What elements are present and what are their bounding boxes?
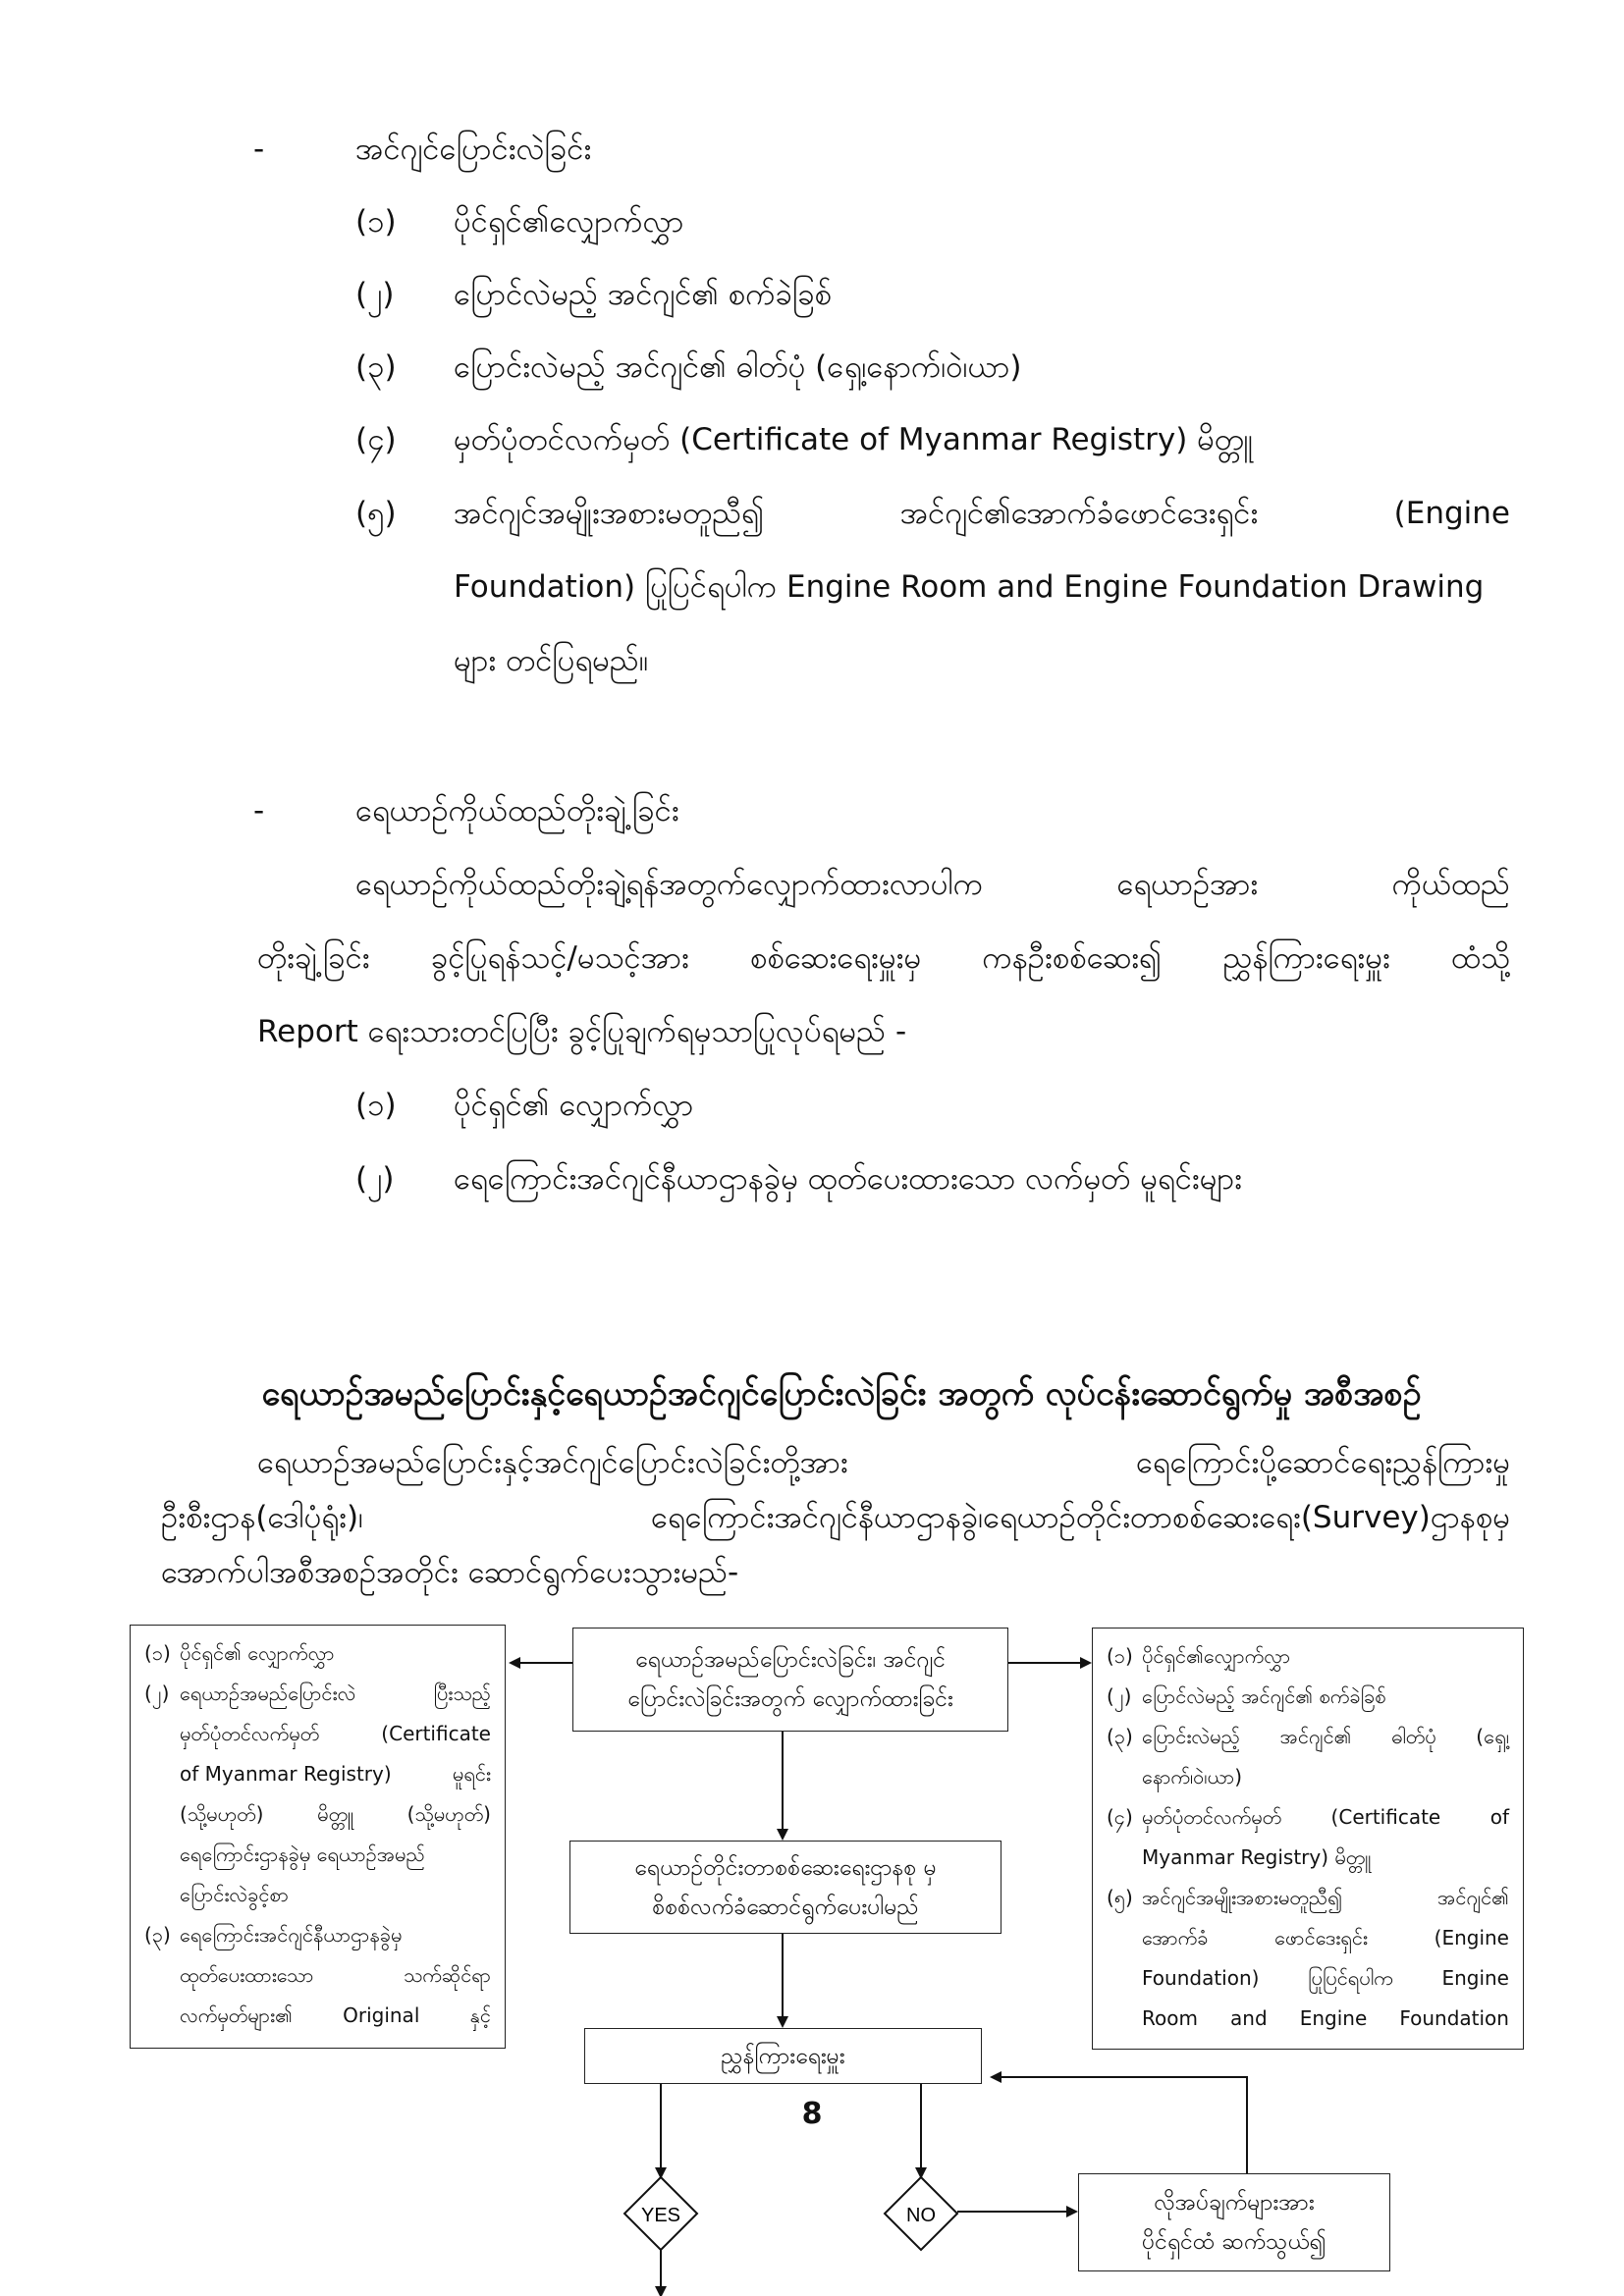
- paragraph-line: တိုးချဲ့ခြင်း ခွင့်ပြုရန်သင့်/မသင့်အား စစ်ဆေးရေးမှူးမှ ကနဦးစစ်ဆေး၍ ညွှန်ကြားရေးမှူး ထံသို့: [257, 940, 1510, 976]
- text-segment: မှတ်ပုံတင်လက်မှတ်: [1142, 1805, 1282, 1829]
- list-line: [1142, 1717, 1509, 1757]
- list-item: မှတ်ပုံတင်လက်မှတ် (Certificate of Myanmar Registry) မိတ္တူ: [454, 422, 1254, 457]
- text-segment: (သို့မဟုတ်): [406, 1802, 491, 1826]
- paragraph-line: Report ရေးသားတင်ပြပြီး ခွင့်ပြုချက်ရမှသာပြုလုပ်ရမည် -: [257, 1014, 907, 1049]
- list-line: ပြောင်းလဲခွင့်စာ: [180, 1883, 289, 1906]
- text-segment: (Certificate: [1330, 1805, 1441, 1829]
- text-segment: Foundation): [1142, 1966, 1260, 1990]
- bullet-dash: -: [253, 793, 265, 828]
- list-item: ရေကြောင်းအင်ဂျင်နီယာဌာနခွဲမှ ထုတ်ပေးထားသော လက်မှတ် မူရင်းများ: [454, 1161, 1243, 1197]
- list-number: (၅): [355, 496, 397, 531]
- list-line: [144, 1996, 491, 2036]
- text-segment: အင်ဂျင်အမျိုးအစားမတူညီ၍: [454, 496, 765, 531]
- list-line: [144, 1714, 491, 1754]
- application-box: [572, 1628, 1008, 1732]
- text-segment: လက်မှတ်များ၏: [180, 2003, 293, 2027]
- list-item-line: Foundation) ပြုပြင်ရပါက Engine Room and Engine Foundation Drawing: [454, 569, 1485, 605]
- text-segment: ထုတ်ပေးထားသော: [180, 1963, 314, 1987]
- list-line: [1107, 1999, 1509, 2039]
- list-item: [1107, 1797, 1509, 1838]
- box-line: ညွှန်ကြားရေးမှူး: [721, 2043, 845, 2069]
- paragraph-line: ရေယာဉ်အမည်ပြောင်းနှင့်အင်ဂျင်ပြောင်းလဲခြင်းတို့အား ရေကြောင်းပို့ဆောင်ရေးညွှန်ကြားမှု: [257, 1445, 1510, 1480]
- list-number: (၁): [355, 204, 397, 240]
- box-line: ပိုင်ရှင်ထံ ဆက်သွယ်၍: [1142, 2229, 1326, 2255]
- list-line: [144, 1794, 491, 1835]
- box-line: ရေယာဉ်အမည်ပြောင်းလဲခြင်း၊ အင်ဂျင်: [634, 1647, 946, 1673]
- arrow-notify-to-director: [992, 2077, 1247, 2173]
- list-text: ရေကြောင်းအင်ဂျင်နီယာဌာနခွဲမှ: [180, 1923, 403, 1947]
- bullet-dash: -: [253, 132, 265, 167]
- text-segment: ပြောင်းလဲမည့်: [1142, 1725, 1240, 1748]
- list-item: ပြောင်းလဲမည့် အင်ဂျင်၏ ဓါတ်ပုံ (ရှေ့၊နောက်၊ဝဲ၊ယာ): [454, 349, 1022, 385]
- list-number: (၁): [1107, 1644, 1133, 1668]
- section-title-procedure: ရေယာဉ်အမည်ပြောင်းနှင့်ရေယာဉ်အင်ဂျင်ပြောင်းလဲခြင်း အတွက် လုပ်ငန်းဆောင်ရွက်မှု အစီအစဉ်: [261, 1374, 1422, 1414]
- list-number: (၂): [1107, 1684, 1132, 1708]
- list-text: ပြောင်လဲမည့် အင်ဂျင်၏ စက်ခဲခြစ်: [1142, 1684, 1386, 1708]
- list-number: (၁): [144, 1641, 171, 1665]
- list-item: [144, 1633, 491, 1674]
- list-line: [144, 1955, 491, 1996]
- text-segment: Engine: [1299, 2006, 1368, 2030]
- text-segment: ရေယာဉ်အမည်ပြောင်းလဲ: [180, 1682, 356, 1705]
- list-number: (၄): [355, 422, 397, 457]
- list-text: ပိုင်ရှင်၏လျှောက်လွှာ: [1142, 1644, 1291, 1668]
- text-segment: (ရှေ့၊: [1476, 1725, 1509, 1748]
- list-number: (၅): [1107, 1886, 1133, 1909]
- list-line: [1107, 1918, 1509, 1958]
- text-segment: မှတ်ပုံတင်လက်မှတ်: [180, 1722, 320, 1745]
- list-number: (၂): [355, 1161, 395, 1197]
- text-segment: အောက်ခံ: [1142, 1926, 1209, 1949]
- text-segment: (Engine: [1393, 496, 1510, 531]
- text-segment: ပြီးသည့်: [433, 1682, 491, 1705]
- text-segment: of Myanmar Registry): [180, 1762, 392, 1786]
- text-segment: (Engine: [1434, 1926, 1509, 1949]
- text-segment: of: [1489, 1805, 1509, 1829]
- text-segment: မူရင်း: [452, 1762, 491, 1786]
- list-text: ပိုင်ရှင်၏ လျှောက်လွှာ: [180, 1641, 335, 1665]
- left-requirements-box: [130, 1625, 506, 2049]
- text-segment: Room: [1142, 2006, 1198, 2030]
- list-line: Myanmar Registry) မိတ္တူ: [1142, 1845, 1372, 1869]
- list-number: (၃): [144, 1923, 171, 1947]
- list-item: ပိုင်ရှင်၏လျှောက်လွှာ: [454, 204, 684, 240]
- text-segment: ဓါတ်ပုံ: [1391, 1725, 1436, 1748]
- list-item: ပိုင်ရှင်၏ လျှောက်လွှာ: [454, 1088, 694, 1123]
- list-number: (၃): [355, 349, 397, 385]
- box-line: လိုအပ်ချက်များအား: [1154, 2190, 1315, 2216]
- list-line: [1107, 1958, 1509, 1999]
- no-label: NO: [906, 2205, 936, 2226]
- list-item: [1107, 1636, 1509, 1677]
- text-segment: အင်ဂျင်၏အောက်ခံဖောင်ဒေးရှင်း: [899, 496, 1259, 531]
- text-segment: အင်ဂျင်အမျိုးအစားမတူညီ၍: [1142, 1886, 1343, 1909]
- text-segment: နှင့်: [469, 2003, 491, 2027]
- text-segment: and: [1230, 2006, 1268, 2030]
- text-segment: Original: [343, 2003, 420, 2027]
- list-line: [144, 1754, 491, 1794]
- list-line: [1142, 1797, 1509, 1838]
- list-line: နောက်၊ဝဲ၊ယာ): [1142, 1765, 1243, 1789]
- list-number: (၄): [1107, 1805, 1133, 1829]
- box-line: ရေယာဉ်တိုင်းတာစစ်ဆေးရေးဌာနစု မှ: [634, 1854, 937, 1881]
- list-item: [1107, 1677, 1509, 1717]
- text-segment: Engine: [1441, 1966, 1509, 1990]
- list-number: (၁): [355, 1088, 397, 1123]
- notify-owner-box: [1078, 2173, 1390, 2271]
- paragraph-line: အောက်ပါအစီအစဉ်အတိုင်း ဆောင်ရွက်ပေးသွားမည်-: [161, 1555, 739, 1590]
- paragraph-line: ဦးစီးဌာန(ဒေါပုံရုံး)၊ ရေကြောင်းအင်ဂျင်နီယာဌာနခွဲ၊ရေယာဉ်တိုင်းတာစစ်ဆေးရေး(Survey)ဌာနစုမှ: [161, 1500, 1510, 1535]
- list-item-line: များ တင်ပြရမည်။: [454, 643, 649, 678]
- text-segment: Foundation: [1399, 2006, 1509, 2030]
- list-number: (၂): [144, 1682, 170, 1705]
- list-number: (၃): [1107, 1725, 1133, 1748]
- box-line: ပြောင်းလဲခြင်းအတွက် လျှောက်ထားခြင်း: [627, 1686, 953, 1712]
- text-segment: သက်ဆိုင်ရာ: [403, 1963, 491, 1987]
- text-segment: အင်ဂျင်၏: [1437, 1886, 1509, 1909]
- right-requirements-box: [1092, 1628, 1524, 2050]
- list-number: (၂): [355, 277, 395, 312]
- survey-box: [569, 1841, 1001, 1934]
- section-heading-hull-extension: ရေယာဉ်ကိုယ်ထည်တိုးချဲ့ခြင်း: [355, 793, 679, 828]
- list-line: ရေကြောင်းဌာနခွဲမှ ရေယာဉ်အမည်: [180, 1842, 425, 1866]
- list-item: [1107, 1717, 1509, 1757]
- text-segment: မိတ္တူ: [317, 1802, 353, 1826]
- list-item: [144, 1674, 491, 1714]
- list-item: ပြောင်လဲမည့် အင်ဂျင်၏ စက်ခဲခြစ်: [454, 277, 833, 312]
- paragraph-line: ရေယာဉ်ကိုယ်ထည်တိုးချဲ့ရန်အတွက်လျှောက်ထားလာပါက ရေယာဉ်အား ကိုယ်ထည်: [355, 867, 1510, 902]
- list-line: [1142, 1878, 1509, 1918]
- yes-label: YES: [640, 2205, 681, 2226]
- text-segment: (Certificate: [381, 1722, 491, 1745]
- page-number: 8: [801, 2097, 823, 2131]
- text-segment: အင်ဂျင်၏: [1279, 1725, 1352, 1748]
- list-line: [180, 1674, 491, 1714]
- text-segment: ပြုပြင်ရပါက: [1308, 1966, 1393, 1990]
- director-box: [584, 2028, 982, 2084]
- text-segment: (သို့မဟုတ်): [180, 1802, 264, 1826]
- box-line: စိစစ်လက်ခံဆောင်ရွက်ပေးပါမည်: [652, 1894, 919, 1920]
- list-item: [144, 1915, 491, 1955]
- text-segment: ဖောင်ဒေးရှင်း: [1274, 1926, 1368, 1949]
- list-item: [1107, 1878, 1509, 1918]
- section-heading-engine-change: အင်ဂျင်ပြောင်းလဲခြင်း: [355, 132, 592, 167]
